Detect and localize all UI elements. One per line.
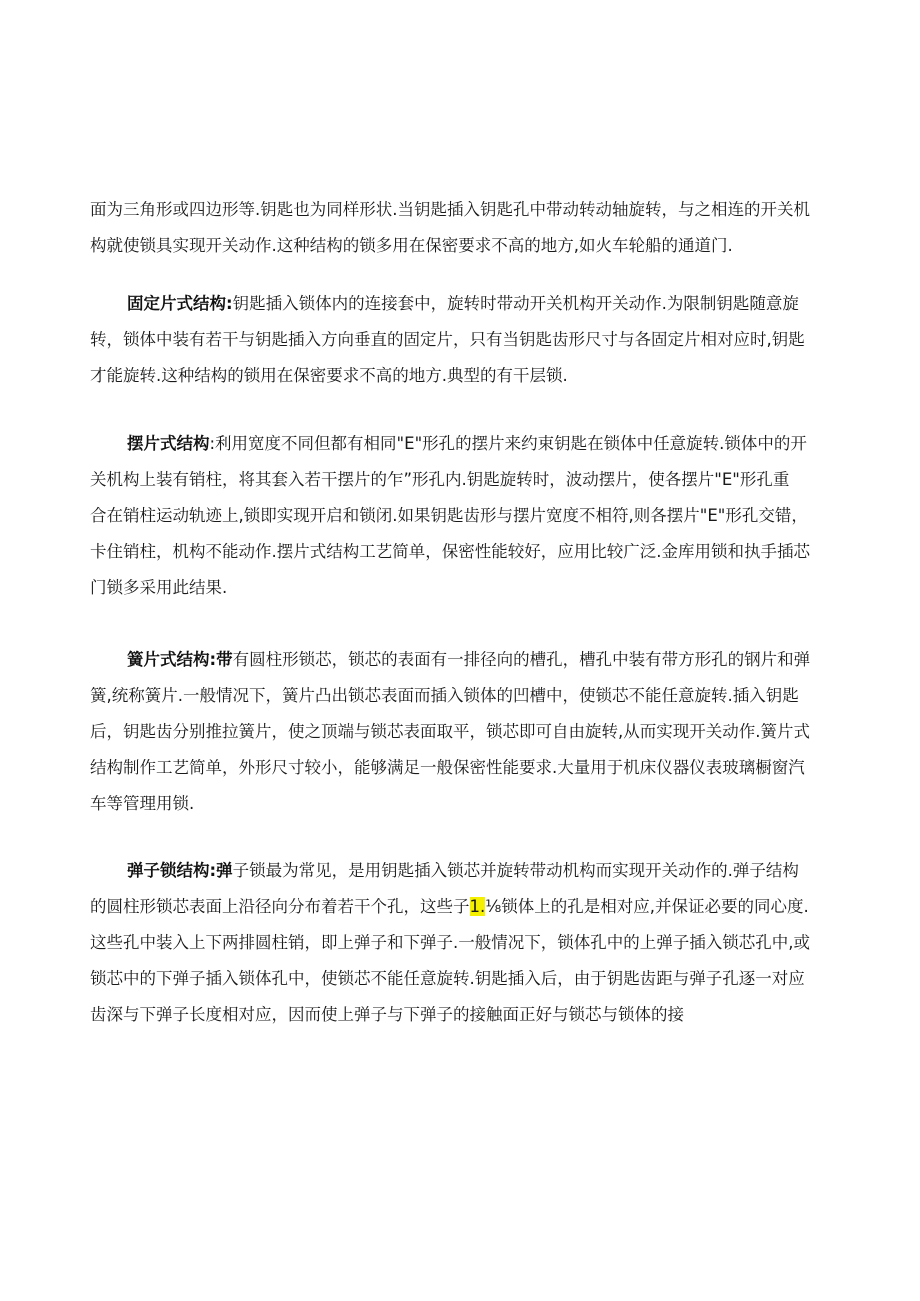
paragraph-first-line	[90, 426, 835, 462]
text-run: 有圆柱形锁芯，锁芯的表面有一排径向的槽孔，槽孔中装有带方形孔的钢片和弹	[232, 650, 811, 669]
text-line-with-highlight	[90, 889, 835, 925]
paragraph-intro-continuation	[90, 192, 835, 264]
text-run: 子锁最为常见，是用钥匙插入锁芯并旋转带动机构而实现开关动作的.弹子结构	[232, 861, 799, 880]
highlighted-text: 1.	[469, 897, 486, 916]
paragraph-reed-plate-structure	[90, 642, 835, 822]
paragraph-fixed-plate-structure	[90, 286, 835, 394]
paragraph-first-line	[90, 286, 835, 322]
section-heading: 簧片式结构:带	[127, 650, 233, 669]
section-heading: 摆片式结构	[127, 434, 210, 453]
paragraph-swing-plate-structure	[90, 426, 835, 606]
text-line: 这些孔中装入上下两排圆柱销，即上弹子和下弹子.一般情况下，锁体孔中的上弹子插入锁芯孔中,或	[90, 933, 810, 952]
text-line: 关机构上装有销柱，将其套入若干摆片的乍”形孔内.钥匙旋转时，波动摆片，使各摆片"E"形孔重	[90, 470, 790, 489]
text-line: 构就使锁具实现开关动作.这种结构的锁多用在保密要求不高的地方,如火车轮船的通道门.	[90, 236, 733, 255]
paragraph-first-line	[90, 642, 835, 678]
text-line: 卡住销柱，机构不能动作.摆片式结构工艺简单，保密性能较好，应用比较广泛.金库用锁和执手插芯	[90, 542, 810, 561]
text-run: 的圆柱形锁芯表面上沿径向分布着若干个孔，这些子	[90, 897, 470, 916]
text-line: 门锁多采用此结果.	[90, 578, 228, 597]
text-run: 钥匙插入锁体内的连接套中，旋转时带动开关机构开关动作.为限制钥匙随意旋	[232, 294, 799, 313]
text-line: 结构制作工艺简单，外形尺寸较小，能够满足一般保密性能要求.大量用于机床仪器仪表玻璃橱窗汽	[90, 758, 805, 777]
text-line: 簧,统称簧片.一般情况下，簧片凸出锁芯表面而插入锁体的凹槽中，使锁芯不能任意旋转.插入钥匙	[90, 686, 799, 705]
text-line: 车等管理用锁.	[90, 794, 195, 813]
text-line: 转，锁体中装有若干与钥匙插入方向垂直的固定片，只有当钥匙齿形尺寸与各固定片相对应时,钥匙	[90, 330, 805, 349]
text-line: 后，钥匙齿分别推拉簧片，使之顶端与锁芯表面取平，锁芯即可自由旋转,从而实现开关动作.簧片式	[90, 722, 810, 741]
text-line: 齿深与下弹子长度相对应，因而使上弹子与下弹子的接触面正好与锁芯与锁体的接	[90, 1005, 684, 1024]
text-line: 合在销柱运动轨迹上,锁即实现开启和锁闭.如果钥匙齿形与摆片宽度不相符,则各摆片"E"形孔交错，	[90, 506, 808, 525]
text-line: 面为三角形或四边形等.钥匙也为同样形状.当钥匙插入钥匙孔中带动转动轴旋转，与之相连的开关机	[90, 200, 810, 219]
text-line: 才能旋转.这种结构的锁用在保密要求不高的地方.典型的有干层锁.	[90, 366, 568, 385]
section-heading: 固定片式结构:	[127, 294, 233, 313]
text-run: :利用宽度不同但都有相同"E"形孔的摆片来约束钥匙在锁体中任意旋转.锁体中的开	[209, 434, 807, 453]
section-heading: 弹子锁结构:弹	[127, 861, 233, 880]
paragraph-pin-tumbler-structure	[90, 853, 835, 1033]
paragraph-first-line	[90, 853, 835, 889]
text-run: ⅛锁体上的孔是相对应,并保证必要的同心度.	[485, 897, 809, 916]
text-line: 锁芯中的下弹子插入锁体孔中，使锁芯不能任意旋转.钥匙插入后，由于钥匙齿距与弹子孔逐一对应	[90, 969, 805, 988]
